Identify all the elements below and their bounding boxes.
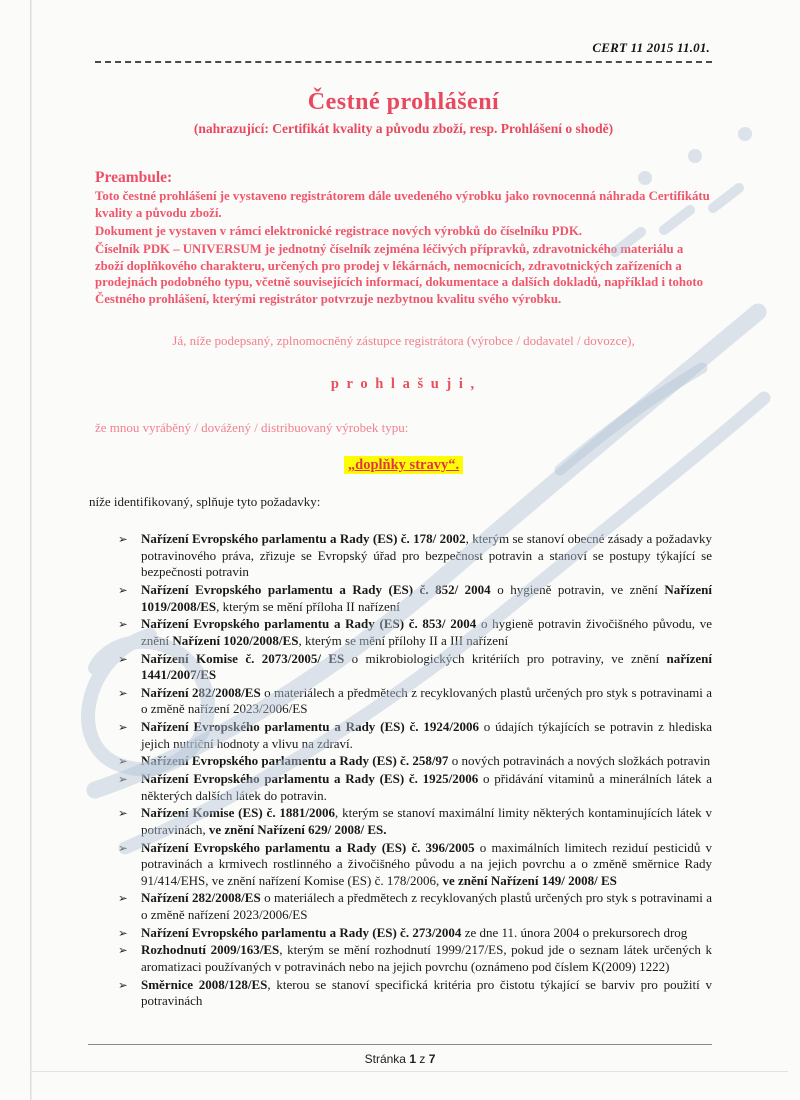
requirement-item bbox=[118, 616, 712, 649]
requirement-text: Nařízení Evropského parlamentu a Rady (ES) č. 852/ 2004 o hygieně potravin, ve znění Nařízení 1019/2008/ES, kterým se mění příloha II nařízení bbox=[141, 582, 712, 614]
declaration-word: p r o h l a š u j i , bbox=[330, 376, 477, 393]
page-footer bbox=[88, 1044, 712, 1066]
arrow-bullet-icon: ➢ bbox=[118, 754, 128, 769]
product-type-intro: že mnou vyráběný / dovážený / distribuovaný výrobek typu: bbox=[95, 420, 409, 436]
requirement-text: Nařízení Evropského parlamentu a Rady (ES) č. 853/ 2004 o hygieně potravin živočišného původu, ve znění Nařízení 1020/2008/ES, kterým se mění přílohy II a III nařízení bbox=[141, 616, 713, 648]
arrow-bullet-icon: ➢ bbox=[118, 685, 128, 700]
arrow-bullet-icon: ➢ bbox=[118, 925, 128, 940]
arrow-bullet-icon: ➢ bbox=[118, 772, 128, 787]
requirement-text: Nařízení Evropského parlamentu a Rady (ES) č. 258/97 o nových potravinách a nových složkách potravin bbox=[141, 753, 711, 769]
document-reference: CERT 11 2015 11.01. bbox=[592, 40, 710, 55]
requirement-text: Směrnice 2008/128/ES, kterou se stanoví specifická kritéria pro čistotu týkající se barviv pro použití v potravinách bbox=[141, 976, 713, 1009]
arrow-bullet-icon: ➢ bbox=[118, 891, 128, 906]
requirement-item bbox=[118, 977, 712, 1010]
footer-divider bbox=[88, 1044, 712, 1045]
requirement-text: Nařízení Komise č. 2073/2005/ ES o mikrobiologických kritériích pro potraviny, ve znění nařízení 1441/2007/ES bbox=[141, 650, 712, 683]
requirement-item bbox=[118, 925, 712, 942]
preamble-paragraph-2: Dokument je vystaven v rámci elektronické registrace nových výrobků do číselníku PDK. bbox=[95, 223, 582, 238]
requirement-item bbox=[118, 942, 712, 975]
requirement-text: Nařízení Evropského parlamentu a Rady (ES) č. 1925/2006 o přidávání vitaminů a minerálních látek a některých dalších látek do potravin. bbox=[141, 771, 713, 803]
requirement-text: Nařízení Evropského parlamentu a Rady (ES) č. 396/2005 o maximálních limitech reziduí pesticidů v potravinách a krmivech rostlinného a živočišného původu a na jejich povrchu a o změně směrnice Rady 91/414/EHS, ve znění nařízení Komise (ES) č. 178/2006, ve znění Nařízení 149/ 2008/ ES bbox=[141, 839, 713, 888]
page-number-of: z bbox=[419, 1052, 426, 1066]
requirements-list bbox=[95, 531, 712, 1010]
header-divider bbox=[95, 61, 712, 63]
requirement-text: Nařízení Evropského parlamentu a Rady (ES) č. 178/ 2002, kterým se stanoví obecné zásady a požadavky potravinového práva, zřizuje se Evropský úřad pro bezpečnost potravin a stanoví se postupy týkající se bezpečnosti potravin bbox=[141, 531, 712, 580]
requirement-item bbox=[118, 805, 712, 838]
page-number-total: 7 bbox=[428, 1052, 436, 1066]
requirement-item bbox=[118, 890, 712, 923]
requirement-item bbox=[118, 531, 712, 581]
requirements-intro: níže identifikovaný, splňuje tyto požadavky: bbox=[89, 494, 321, 510]
requirement-item bbox=[118, 685, 712, 718]
requirement-text: Nařízení 282/2008/ES o materiálech a předmětech z recyklovaných plastů určených pro styk s potravinami a o změně nařízení 2023/2006/ES bbox=[141, 684, 712, 717]
document-subtitle: (nahrazující: Certifikát kvality a původu zboží, resp. Prohlášení o shodě) bbox=[193, 121, 614, 136]
arrow-bullet-icon: ➢ bbox=[118, 977, 128, 992]
preamble-paragraph-3: Číselník PDK – UNIVERSUM je jednotný číselník zejména léčivých přípravků, zdravotnického materiálu a zboží doplňkového charakteru, určených pro prodej v lékárnách, nemocnicích, zdravotnických zařízeních a prodejnách podobného typu, včetně souvisejících informací, dokumentace a dalších dokladů, například i tohoto Čestného prohlášení, kterými registrátor potvrzuje nezbytnou kvalitu svého výrobku. bbox=[95, 241, 704, 307]
preamble-heading: Preambule: bbox=[95, 169, 173, 186]
preamble-paragraph-1: Toto čestné prohlášení je vystaveno registrátorem dále uvedeného výrobku jako rovnocenná náhrada Certifikátu kvality a původu zboží. bbox=[95, 189, 710, 220]
declaration-intro: Já, níže podepsaný, zplnomocněný zástupce registrátora (výrobce / dodavatel / dovozce), bbox=[172, 333, 635, 349]
document-title: Čestné prohlášení bbox=[307, 89, 500, 115]
requirement-text: Nařízení Evropského parlamentu a Rady (ES) č. 1924/2006 o údajích týkajících se potravin z hlediska jejich nutriční hodnoty a vlivu na zdraví. bbox=[141, 719, 713, 751]
requirement-item bbox=[118, 651, 712, 684]
requirement-item bbox=[118, 771, 712, 804]
page-number-label: Stránka bbox=[364, 1052, 406, 1066]
requirement-item bbox=[118, 582, 712, 615]
requirement-item bbox=[118, 719, 712, 752]
requirement-item bbox=[118, 840, 712, 890]
arrow-bullet-icon: ➢ bbox=[118, 720, 128, 735]
page-number bbox=[88, 1052, 712, 1066]
page-number-current: 1 bbox=[409, 1052, 416, 1066]
requirement-text: Nařízení Evropského parlamentu a Rady (ES) č. 273/2004 ze dne 11. února 2004 o prekursorech drog bbox=[141, 924, 688, 940]
arrow-bullet-icon: ➢ bbox=[118, 617, 128, 632]
requirement-text: Nařízení Komise (ES) č. 1881/2006, kterým se stanoví maximální limity některých kontaminujících látek v potravinách, ve znění Nařízení 629/ 2008/ ES. bbox=[141, 805, 713, 837]
requirement-text: Nařízení 282/2008/ES o materiálech a předmětech z recyklovaných plastů určených pro styk s potravinami a o změně nařízení 2023/2006/ES bbox=[141, 890, 712, 923]
requirement-item bbox=[118, 753, 712, 770]
highlighted-product-type: „doplňky stravy“. bbox=[344, 456, 463, 474]
arrow-bullet-icon: ➢ bbox=[118, 583, 128, 598]
arrow-bullet-icon: ➢ bbox=[118, 651, 128, 666]
arrow-bullet-icon: ➢ bbox=[118, 943, 128, 958]
requirement-text: Rozhodnutí 2009/163/ES, kterým se mění rozhodnutí 1999/217/ES, pokud jde o seznam látek určených k aromatizaci používaných v potravinách nebo na jejich povrchu (oznámeno pod číslem K(2009) 1222) bbox=[141, 942, 712, 974]
product-type-line bbox=[95, 456, 712, 474]
arrow-bullet-icon: ➢ bbox=[118, 806, 128, 821]
arrow-bullet-icon: ➢ bbox=[118, 840, 128, 855]
arrow-bullet-icon: ➢ bbox=[118, 532, 128, 547]
